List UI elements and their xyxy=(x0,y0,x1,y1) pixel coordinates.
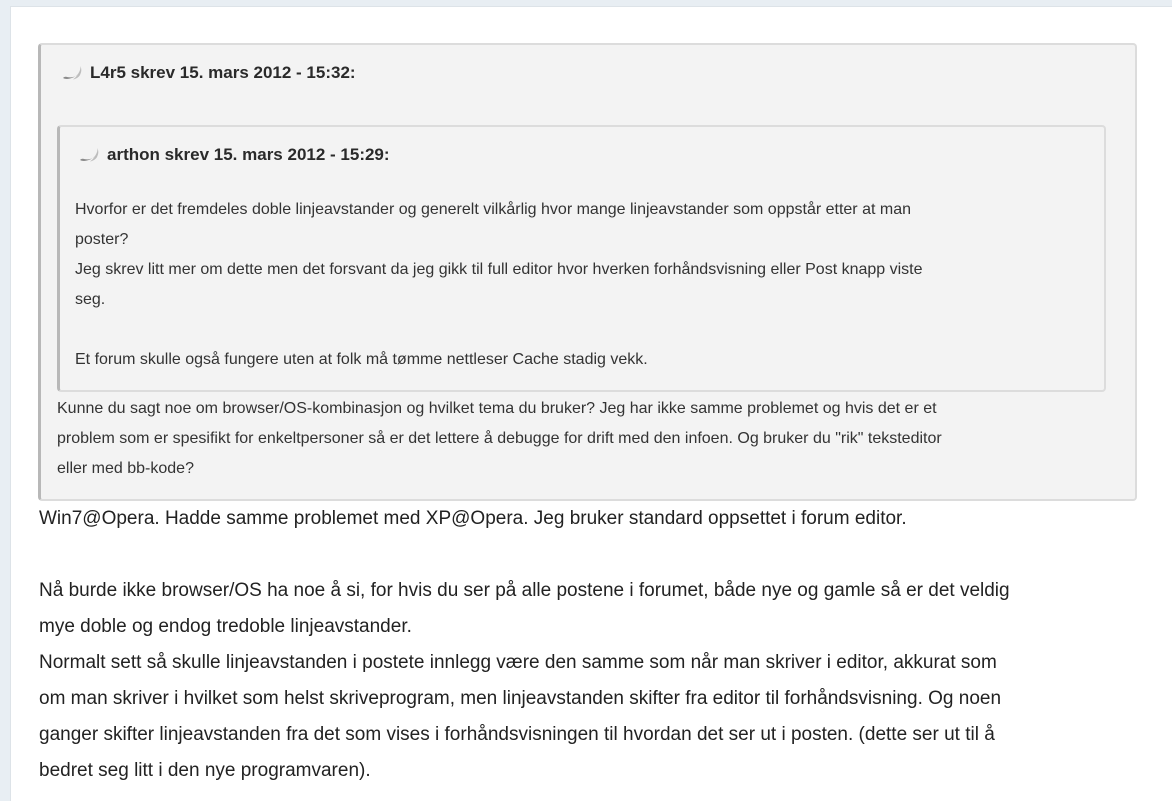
inner-quote-line: Jeg skrev litt mer om dette men det forsvant da jeg gikk til full editor hvor hverken forhåndsvisning eller Post knapp viste xyxy=(75,261,923,278)
post-line: bedret seg litt i den nye programvaren). xyxy=(39,760,371,781)
outer-quote-line: Kunne du sagt noe om browser/OS-kombinasjon og hvilket tema du bruker? Jeg har ikke samme problemet og hvis det er et xyxy=(57,400,937,417)
inner-quote-citation xyxy=(78,145,390,165)
paragraph-gap xyxy=(39,537,1139,573)
post-line: ganger skifter linjeavstanden fra det som vises i forhåndsvisningen til hvordan det ser ut i posten. (dette ser ut til å xyxy=(39,724,995,745)
outer-quote-author-line: L4r5 skrev 15. mars 2012 - 15:32: xyxy=(90,63,356,82)
post-line: Normalt sett så skulle linjeavstanden i postete innlegg være den samme som når man skriver i editor, akkurat som xyxy=(39,652,997,673)
outer-quote-line: problem som er spesifikt for enkeltpersoner så er det lettere å debugge for drift med den infoen. Og bruker du "rik" teksteditor xyxy=(57,430,942,447)
post-content xyxy=(10,6,1172,801)
quote-icon xyxy=(61,65,83,81)
inner-quote-line: seg. xyxy=(75,291,106,308)
post-line: Win7@Opera. Hadde samme problemet med XP@Opera. Jeg bruker standard oppsettet i forum editor. xyxy=(39,508,907,529)
outer-quote-line: eller med bb-kode? xyxy=(57,460,194,477)
post-line: om man skriver i hvilket som helst skriveprogram, men linjeavstanden skifter fra editor til forhåndsvisning. Og noen xyxy=(39,688,1002,709)
post-line: mye doble og endog tredoble linjeavstander. xyxy=(39,616,412,637)
outer-quote-citation xyxy=(61,63,356,83)
outer-quote-text xyxy=(57,394,1107,484)
inner-quote-line: poster? xyxy=(75,231,129,248)
inner-quote-block xyxy=(57,125,1106,392)
outer-quote-block xyxy=(38,43,1137,501)
inner-quote-line: Hvorfor er det fremdeles doble linjeavstander og generelt vilkårlig hvor mange linjeavstander som oppstår etter at man xyxy=(75,201,911,218)
inner-quote-line: Et forum skulle også fungere uten at folk må tømme nettleser Cache stadig vekk. xyxy=(75,351,648,368)
post-body xyxy=(39,501,1139,789)
inner-quote-text xyxy=(75,195,1075,375)
quote-icon xyxy=(78,147,100,163)
inner-quote-author-line: arthon skrev 15. mars 2012 - 15:29: xyxy=(107,145,390,164)
post-line: Nå burde ikke browser/OS ha noe å si, for hvis du ser på alle postene i forumet, både nye og gamle så er det veldig xyxy=(39,580,1010,601)
paragraph-gap xyxy=(75,315,1075,345)
